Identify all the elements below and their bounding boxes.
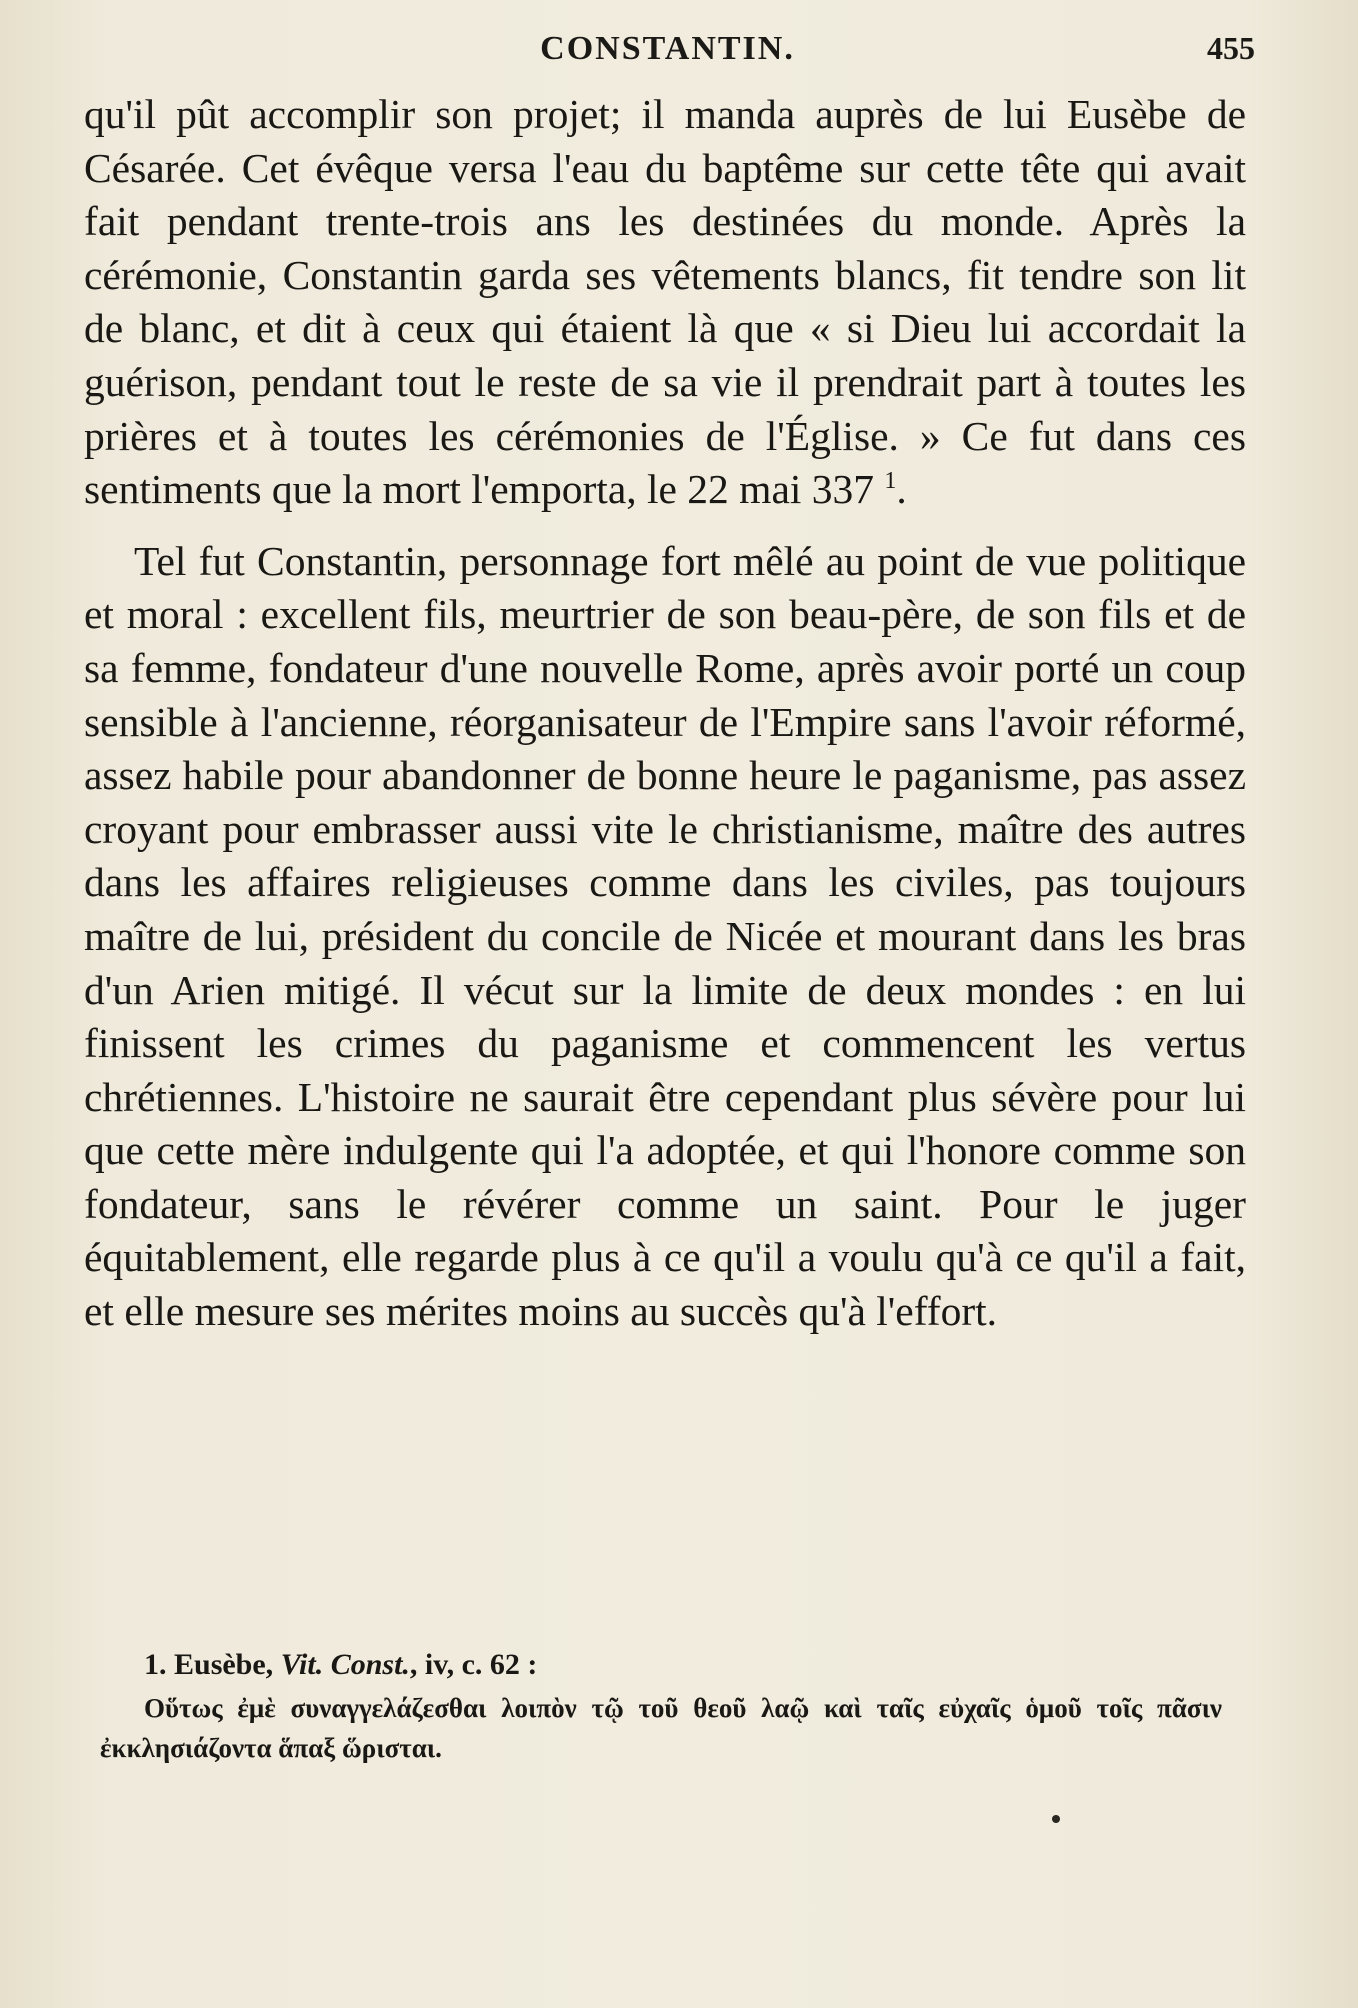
page-header (80, 30, 1255, 74)
running-title: CONSTANTIN. (540, 30, 795, 67)
page-number: 455 (1207, 30, 1255, 66)
footnote-reference: 1 (884, 468, 897, 495)
footnote (100, 1642, 1222, 1768)
paragraph-1 (84, 88, 1246, 517)
paragraph-1-end: . (896, 466, 907, 513)
footnote-number: 1. (144, 1648, 167, 1681)
paragraph-1-text: qu'il pût accomplir son projet; il manda auprès de lui Eusèbe de Césarée. Cet évêque versa l'eau du baptême sur cette tête qui avait fait pendant trente-trois ans les destinées du monde. Après la cérémonie, Constantin garda ses vêtements blancs, fit tendre son lit de blanc, et dit à ceux qui étaient là que « si Dieu lui accordait la guérison, pendant tout le reste de sa vie il prendrait part à toutes les prières et à toutes les cérémonies de l'Église. » Ce fut dans ces sentiments que la mort l'emporta, le 22 mai 337 (84, 91, 1246, 513)
footnote-greek-quote: Οὕτως ἐμὲ συναγγελάζεσθαι λοιπὸν τῷ τοῦ θεοῦ λαῷ καὶ ταῖς εὐχαῖς ὁμοῦ τοῖς πᾶσιν ἐκκλησιάζοντα ἅπαξ ὥρισται. (100, 1693, 1222, 1763)
main-text (84, 88, 1246, 1339)
footnote-author: Eusèbe, (174, 1648, 274, 1681)
footnote-work: Vit. Const. (280, 1648, 410, 1681)
ink-speck (1052, 1815, 1060, 1823)
paragraph-2: Tel fut Constantin, personnage fort mêlé au point de vue politique et moral : excellent fils, meurtrier de son beau-père, de son fils et de sa femme, fondateur d'une nouvelle Rome, après avoir porté un coup sensible à l'ancienne, réorganisateur de l'Empire sans l'avoir réformé, assez habile pour abandonner de bonne heure le paganisme, pas assez croyant pour embrasser aussi vite le christianisme, maître des autres dans les affaires religieuses comme dans les civiles, pas toujours maître de lui, président du concile de Nicée et mourant dans les bras d'un Arien mitigé. Il vécut sur la limite de deux mondes : en lui finissent les crimes du paganisme et commencent les vertus chrétiennes. L'histoire ne saurait être cependant plus sévère pour lui que cette mère indulgente qui l'a adoptée, et qui l'honore comme son fondateur, sans le révérer comme un saint. Pour le juger équitablement, elle regarde plus à ce qu'il a voulu qu'à ce qu'il a fait, et elle mesure ses mérites moins au succès qu'à l'effort. (84, 537, 1246, 1335)
footnote-reference-detail: , iv, c. 62 : (409, 1648, 538, 1681)
footnote-citation (100, 1642, 1222, 1688)
